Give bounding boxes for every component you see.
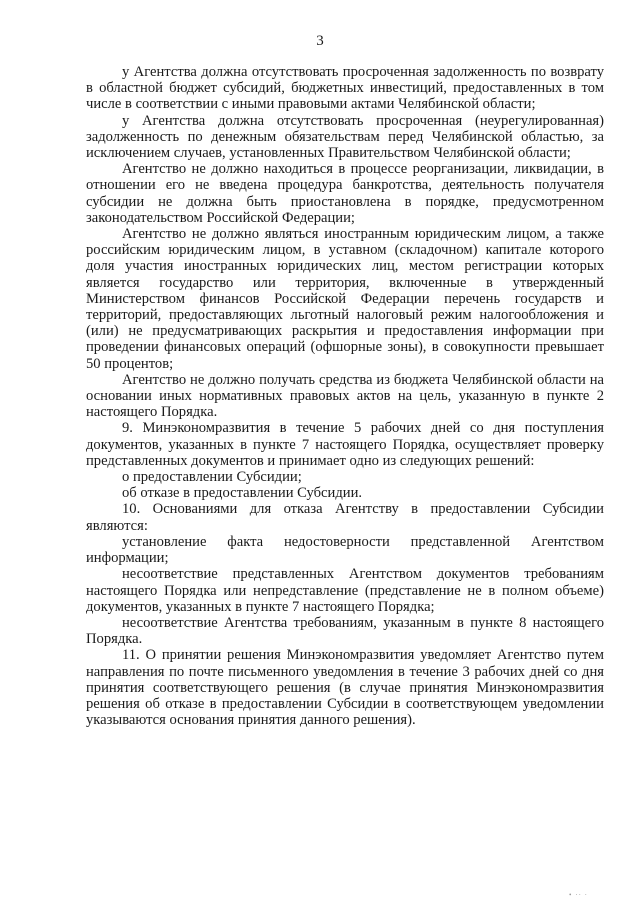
paragraph-reorganization: Агентство не должно находиться в процессе реорганизации, ликвидации, в отношении его не введена процедура банкротства, деятельность получателя субсидии не должна быть приостановлена в порядке, предусмотренном законодательством Российской Федерации; <box>86 161 604 226</box>
paragraph-clause-11: 11. О принятии решения Минэкономразвития уведомляет Агентство путем направления по почте письменного уведомления в течение 3 рабочих дней со дня принятия соответствующего решения (в случае принятия Минэкономразвития решения об отказе в предоставлении Субсидии в соответствующем уведомлении указываются основания принятия данного решения). <box>86 647 604 729</box>
paragraph-documents-mismatch: несоответствие представленных Агентством документов требованиям настоящего Порядка или непредставление (представление не в полном объеме) документов, указанных в пункте 7 настоящего Порядка; <box>86 566 604 615</box>
paragraph-foreign-entity: Агентство не должно являться иностранным юридическим лицом, а также российским юридическим лицом, в уставном (складочном) капитале которого доля участия иностранных юридических лиц, местом регистрации которых является государство или территория, включенные в утвержденный Министерством финансов Российской Федерации перечень государств и территорий, предоставляющих льготный налоговый режим налогообложения и (или) не предусматривающих раскрытия и предоставления информации при проведении финансовых операций (офшорные зоны), в совокупности превышает 50 процентов; <box>86 226 604 372</box>
paragraph-other-funds: Агентство не должно получать средства из бюджета Челябинской области на основании иных нормативных правовых актов на цель, указанную в пункте 2 настоящего Порядка. <box>86 371 604 421</box>
paragraph-clause-10: 10. Основаниями для отказа Агентству в предоставлении Субсидии являются: <box>86 501 604 534</box>
paragraph-false-info: установление факта недостоверности представленной Агентством информации; <box>86 533 604 567</box>
document-body <box>86 64 604 728</box>
paragraph-debt-return: у Агентства должна отсутствовать просроченная задолженность по возврату в областной бюджет субсидий, бюджетных инвестиций, предоставленных в том числе в соответствии с иными правовыми актами Челябинской области; <box>86 64 604 113</box>
paragraph-grant-decision: о предоставлении Субсидии; <box>122 469 302 486</box>
paragraph-requirements-mismatch: несоответствие Агентства требованиям, указанным в пункте 8 настоящего Порядка. <box>86 614 604 648</box>
scan-mark: • ·· · <box>569 891 588 899</box>
paragraph-refusal-decision: об отказе в предоставлении Субсидии. <box>122 485 363 502</box>
paragraph-monetary-obligations: у Агентства должна отсутствовать просроченная (неурегулированная) задолженность по денежным обязательствам перед Челябинской областью, за исключением случаев, установленных Правительством Челябинской области; <box>86 112 604 162</box>
page-number: 3 <box>316 33 324 49</box>
paragraph-clause-9: 9. Минэкономразвития в течение 5 рабочих дней со дня поступления документов, указанных в пункте 7 настоящего Порядка, осуществляет проверку представленных документов и принимает одно из следующих решений: <box>86 420 604 469</box>
